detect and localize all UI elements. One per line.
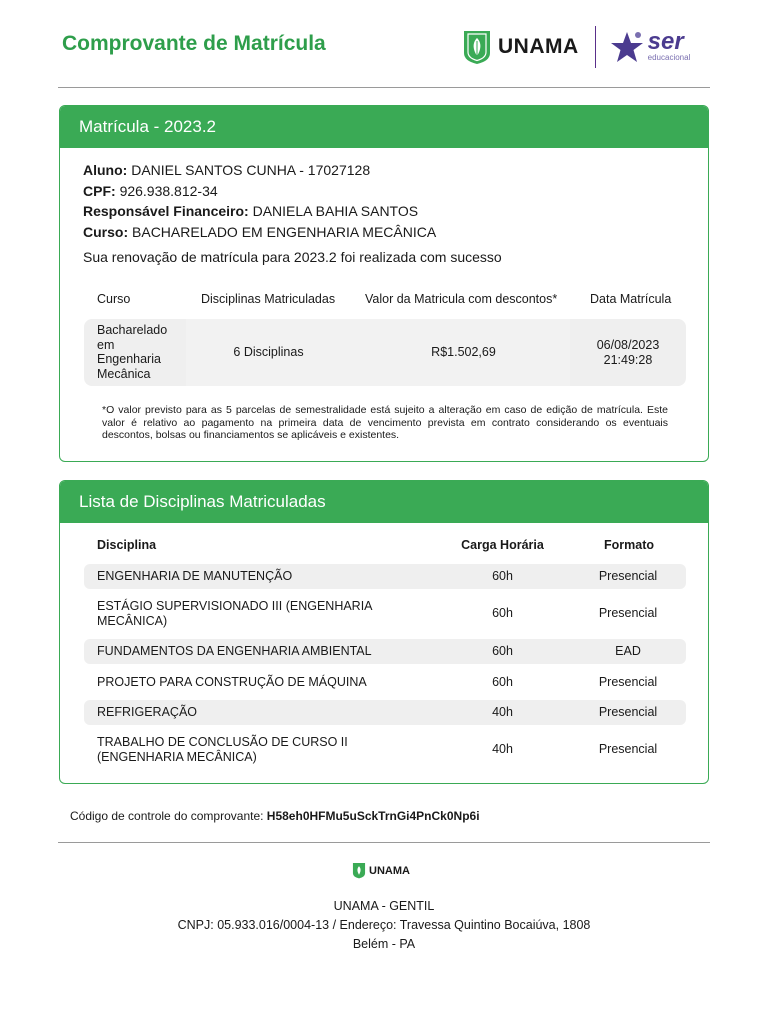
table-row xyxy=(84,670,686,695)
control-code-value: H58eh0HFMu5uSckTrnGi4PnCk0Np6i xyxy=(266,809,480,823)
discipline-format: Presencial xyxy=(598,705,658,719)
course-cell xyxy=(97,323,167,381)
discipline-name-line: ESTÁGIO SUPERVISIONADO III (ENGENHARIA xyxy=(97,599,373,613)
ser-star-icon xyxy=(608,29,646,65)
student-label: Aluno: xyxy=(83,162,128,178)
col-header-disciplina: Disciplina xyxy=(97,538,157,552)
responsible-label: Responsável Financeiro: xyxy=(83,203,249,219)
page-title: Comprovante de Matrícula xyxy=(62,32,326,55)
discipline-hours: 60h xyxy=(492,675,513,689)
course-label: Curso: xyxy=(83,223,129,240)
table-row xyxy=(84,319,686,386)
cpf-row xyxy=(83,181,436,202)
discipline-format: Presencial xyxy=(598,606,658,620)
ser-logo-subtext: educacional xyxy=(647,53,691,62)
discipline-format: Presencial xyxy=(598,742,658,756)
course-cell-line: Engenharia xyxy=(97,352,161,366)
footer-logo-text: UNAMA xyxy=(369,864,410,877)
discipline-name: ENGENHARIA DE MANUTENÇÃO xyxy=(97,569,293,583)
table-row xyxy=(84,593,686,633)
cpf-label: CPF: xyxy=(83,182,116,199)
discipline-hours: 40h xyxy=(492,742,513,756)
discipline-name-line: MECÂNICA) xyxy=(97,613,168,628)
responsible-row xyxy=(83,201,436,222)
col-header-formato: Formato xyxy=(604,538,654,552)
footer-address: CNPJ: 05.933.016/0004-13 / Endereço: Travessa Quintino Bocaiúva, 1808 xyxy=(177,918,591,932)
discipline-name-line: (ENGENHARIA MECÂNICA) xyxy=(97,749,257,764)
course-value: BACHARELADO EM ENGENHARIA MECÂNICA xyxy=(132,223,437,240)
student-value: DANIEL SANTOS CUNHA - 17027128 xyxy=(131,162,371,178)
disciplines-count: 6 Disciplinas xyxy=(233,345,304,359)
disciplines-card xyxy=(59,480,709,784)
discipline-format: Presencial xyxy=(598,569,658,583)
success-message: Sua renovação de matrícula para 2023.2 foi realizada com sucesso xyxy=(83,249,502,265)
enrollment-card xyxy=(59,105,709,462)
control-code-label: Código de controle do comprovante: xyxy=(70,809,264,823)
logo-divider xyxy=(595,26,596,68)
footnote: *O valor previsto para as 5 parcelas de semestralidade está sujeito a alteração em caso de edição de matrícula. Este valor é relativo ao pagamento na primeira data de vencimento prevista em contrato considerando os eventuais descontos, bolsas ou financiamentos se aplicáveis e existentes. xyxy=(102,404,668,441)
enrollment-date-time: 21:49:28 xyxy=(603,352,653,367)
unama-shield-icon xyxy=(352,862,366,879)
footer-logo xyxy=(352,862,410,879)
unama-logo-text: UNAMA xyxy=(498,35,579,58)
table-row xyxy=(84,564,686,589)
discipline-hours: 60h xyxy=(492,569,513,583)
amount-value: R$1.502,69 xyxy=(431,345,496,359)
course-cell-line: em xyxy=(97,337,115,352)
col-header-disciplinas: Disciplinas Matriculadas xyxy=(201,292,336,306)
unama-shield-icon xyxy=(462,29,492,65)
enrollment-date xyxy=(570,338,686,367)
enrollment-date-day: 06/08/2023 xyxy=(596,338,660,352)
course-cell-line: Bacharelado xyxy=(97,323,168,337)
discipline-name: REFRIGERAÇÃO xyxy=(97,705,198,719)
discipline-name xyxy=(97,599,373,628)
enrollment-card-title: Matrícula - 2023.2 xyxy=(60,106,708,148)
discipline-hours: 60h xyxy=(492,606,513,620)
ser-logo xyxy=(647,28,691,63)
discipline-format: Presencial xyxy=(598,675,658,689)
discipline-name: FUNDAMENTOS DA ENGENHARIA AMBIENTAL xyxy=(97,644,372,658)
footer-institution: UNAMA - GENTIL xyxy=(333,899,435,913)
discipline-name-line: TRABALHO DE CONCLUSÃO DE CURSO II xyxy=(97,735,348,749)
col-header-carga: Carga Horária xyxy=(461,538,544,552)
student-info xyxy=(83,160,436,242)
discipline-hours: 60h xyxy=(492,644,513,658)
brand-logos xyxy=(462,26,690,68)
responsible-value: DANIELA BAHIA SANTOS xyxy=(252,203,419,219)
table-row xyxy=(84,729,686,769)
discipline-hours: 40h xyxy=(492,705,513,719)
course-cell-line: Mecânica xyxy=(97,366,151,381)
discipline-name: PROJETO PARA CONSTRUÇÃO DE MÁQUINA xyxy=(97,675,367,689)
table-row xyxy=(84,639,686,664)
footer-city: Belém - PA xyxy=(352,937,416,951)
ser-logo-text: ser xyxy=(647,28,684,55)
discipline-name xyxy=(97,735,348,764)
student-row xyxy=(83,160,436,181)
control-code xyxy=(70,809,480,823)
cpf-value: 926.938.812-34 xyxy=(119,182,218,199)
footer-divider xyxy=(58,842,710,843)
page-header xyxy=(0,0,768,88)
discipline-format: EAD xyxy=(615,644,641,658)
disciplines-card-title: Lista de Disciplinas Matriculadas xyxy=(60,481,708,523)
col-header-data: Data Matrícula xyxy=(590,292,672,306)
col-header-curso: Curso xyxy=(97,292,131,306)
course-row xyxy=(83,222,436,243)
table-row xyxy=(84,700,686,725)
col-header-valor: Valor da Matricula com descontos* xyxy=(365,292,558,306)
header-divider xyxy=(58,87,710,88)
